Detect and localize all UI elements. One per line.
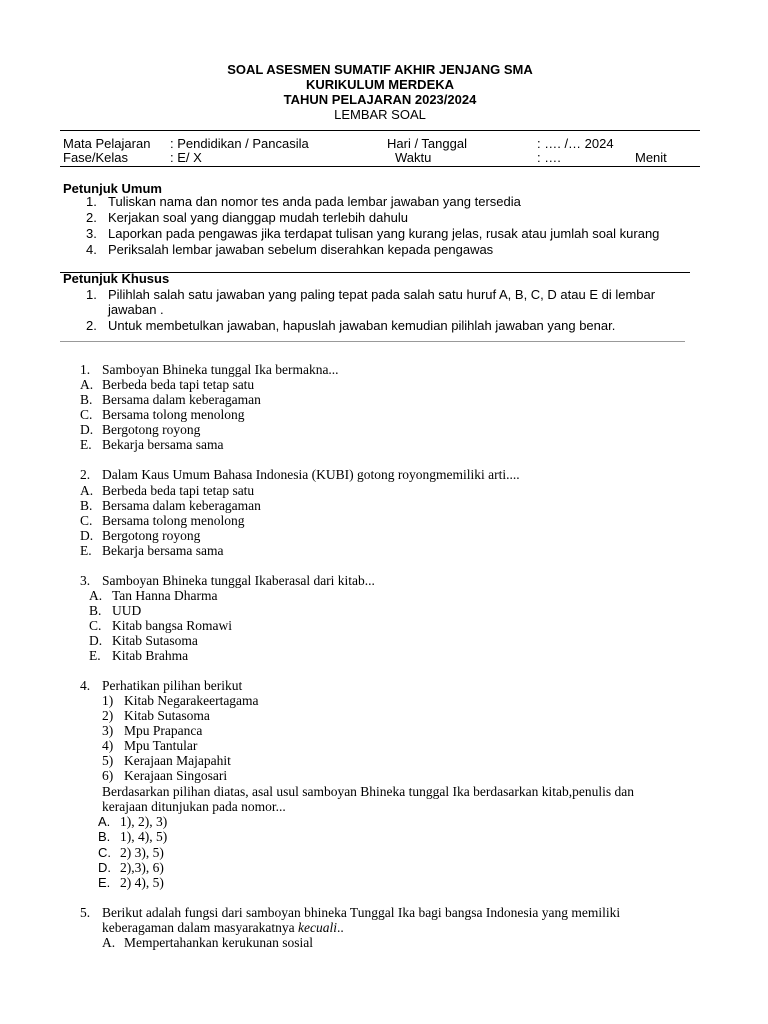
option-text: Tan Hanna Dharma — [112, 588, 218, 603]
option-letter: A. — [80, 377, 94, 392]
choice-text: Mpu Prapanca — [124, 723, 203, 738]
option-letter: D. — [80, 422, 94, 437]
date-value: : …. /… 2024 — [537, 136, 614, 151]
option-letter: C. — [80, 513, 93, 528]
option-letter: B. — [89, 603, 102, 618]
choice-text: Kitab Sutasoma — [124, 708, 210, 723]
question-text-emphasis: kecuali — [298, 920, 338, 935]
special-instruction-text-cont: jawaban . — [108, 302, 164, 317]
choice-number: 1) — [102, 693, 114, 708]
school-year-title: TAHUN PELAJARAN 2023/2024 — [283, 92, 477, 107]
question-stem: Berdasarkan pilihan diatas, asal usul samboyan Bhineka tunggal Ika berdasarkan kitab,penulis dan — [102, 784, 634, 799]
choice-text: Kitab Negarakeertagama — [124, 693, 259, 708]
special-instruction-num: 2. — [86, 318, 97, 333]
option-letter: B. — [80, 498, 93, 513]
general-instruction-text: Kerjakan soal yang dianggap mudah terlebih dahulu — [108, 210, 408, 225]
option-letter: A. — [102, 935, 116, 950]
choice-text: Kerajaan Majapahit — [124, 753, 231, 768]
subject-label: Mata Pelajaran — [63, 136, 151, 151]
option-text: Kitab bangsa Romawi — [112, 618, 232, 633]
question-number: 3. — [80, 573, 91, 588]
option-letter: A. — [98, 814, 111, 829]
time-label: Waktu — [395, 150, 432, 165]
general-instruction-num: 3. — [86, 226, 97, 241]
option-text: UUD — [112, 603, 142, 618]
option-letter: A. — [89, 588, 103, 603]
choice-number: 2) — [102, 708, 114, 723]
general-instruction-num: 4. — [86, 242, 97, 257]
general-instruction-text: Tuliskan nama dan nomor tes anda pada lembar jawaban yang tersedia — [108, 194, 521, 209]
general-instruction-num: 1. — [86, 194, 97, 209]
time-value: : …. — [537, 150, 561, 165]
general-instructions-title: Petunjuk Umum — [63, 181, 162, 196]
option-text: Kitab Sutasoma — [112, 633, 198, 648]
choice-number: 4) — [102, 738, 114, 753]
option-text: 1), 4), 5) — [120, 829, 168, 844]
general-instruction-text: Laporkan pada pengawas jika terdapat tulisan yang kurang jelas, rusak atau jumlah soal kurang — [108, 226, 660, 241]
option-letter: B. — [98, 829, 111, 844]
option-text: 2),3), 6) — [120, 860, 164, 875]
option-letter: E. — [80, 543, 92, 558]
option-text: Bekarja bersama sama — [102, 543, 224, 558]
option-text: Bersama tolong menolong — [102, 513, 245, 528]
option-text: Berbeda beda tapi tetap satu — [102, 483, 255, 498]
question-text-cont — [102, 920, 344, 935]
sheet-title: LEMBAR SOAL — [334, 107, 426, 122]
question-number: 4. — [80, 678, 91, 693]
special-instruction-text: Pilihlah salah satu jawaban yang paling tepat pada salah satu huruf A, B, C, D atau E di lembar — [108, 287, 656, 302]
option-letter: A. — [80, 483, 94, 498]
choice-text: Kerajaan Singosari — [124, 768, 228, 783]
choice-text: Mpu Tantular — [124, 738, 198, 753]
exam-title: SOAL ASESMEN SUMATIF AKHIR JENJANG SMA — [227, 62, 533, 77]
question-text: Berikut adalah fungsi dari samboyan bhineka Tunggal Ika bagi bangsa Indonesia yang memiliki — [102, 905, 621, 920]
option-letter: E. — [98, 875, 111, 890]
question-text: Samboyan Bhineka tunggal Ikaberasal dari kitab... — [102, 573, 375, 588]
option-letter: B. — [80, 392, 93, 407]
curriculum-title: KURIKULUM MERDEKA — [305, 77, 455, 92]
general-instruction-text: Periksalah lembar jawaban sebelum diserahkan kepada pengawas — [108, 242, 494, 257]
date-label: Hari / Tanggal — [387, 136, 467, 151]
subject-value: : Pendidikan / Pancasila — [170, 136, 309, 151]
choice-number: 3) — [102, 723, 114, 738]
class-label: Fase/Kelas — [63, 150, 129, 165]
option-text: Berbeda beda tapi tetap satu — [102, 377, 255, 392]
option-letter: D. — [98, 860, 111, 875]
option-text: Bersama dalam keberagaman — [102, 498, 261, 513]
question-number: 1. — [80, 362, 91, 377]
choice-number: 6) — [102, 768, 114, 783]
question-number: 2. — [80, 467, 91, 482]
question-text: Perhatikan pilihan berikut — [102, 678, 243, 693]
question-text: Dalam Kaus Umum Bahasa Indonesia (KUBI) gotong royongmemiliki arti.... — [102, 467, 520, 482]
option-text: Bersama dalam keberagaman — [102, 392, 261, 407]
option-text: Mempertahankan kerukunan sosial — [124, 935, 313, 950]
option-text: Bergotong royong — [102, 422, 201, 437]
option-letter: C. — [80, 407, 93, 422]
question-number: 5. — [80, 905, 91, 920]
special-instructions-title: Petunjuk Khusus — [63, 271, 170, 286]
option-letter: D. — [80, 528, 94, 543]
option-text: Bergotong royong — [102, 528, 201, 543]
instructions-end-divider — [60, 341, 685, 342]
question-stem-cont: kerajaan ditunjukan pada nomor... — [102, 799, 286, 814]
option-text: Bekarja bersama sama — [102, 437, 224, 452]
question-text-plain: keberagaman dalam masyarakatnya — [102, 920, 299, 935]
minutes-label: Menit — [635, 150, 667, 165]
option-text: Kitab Brahma — [112, 648, 189, 663]
option-text: 2) 4), 5) — [120, 875, 164, 890]
class-value: : E/ X — [170, 150, 202, 165]
option-letter: E. — [80, 437, 92, 452]
question-text: Samboyan Bhineka tunggal Ika bermakna... — [102, 362, 339, 377]
info-divider — [60, 166, 700, 167]
header-divider — [60, 130, 700, 131]
special-instruction-num: 1. — [86, 287, 97, 302]
option-text: 1), 2), 3) — [120, 814, 168, 829]
option-text: 2) 3), 5) — [120, 845, 164, 860]
option-text: Bersama tolong menolong — [102, 407, 245, 422]
option-letter: C. — [98, 845, 111, 860]
option-letter: C. — [89, 618, 102, 633]
option-letter: E. — [89, 648, 101, 663]
choice-number: 5) — [102, 753, 114, 768]
question-text-ellipsis: .. — [337, 920, 344, 935]
special-instruction-text: Untuk membetulkan jawaban, hapuslah jawaban kemudian pilihlah jawaban yang benar. — [108, 318, 616, 333]
option-letter: D. — [89, 633, 103, 648]
general-instruction-num: 2. — [86, 210, 97, 225]
